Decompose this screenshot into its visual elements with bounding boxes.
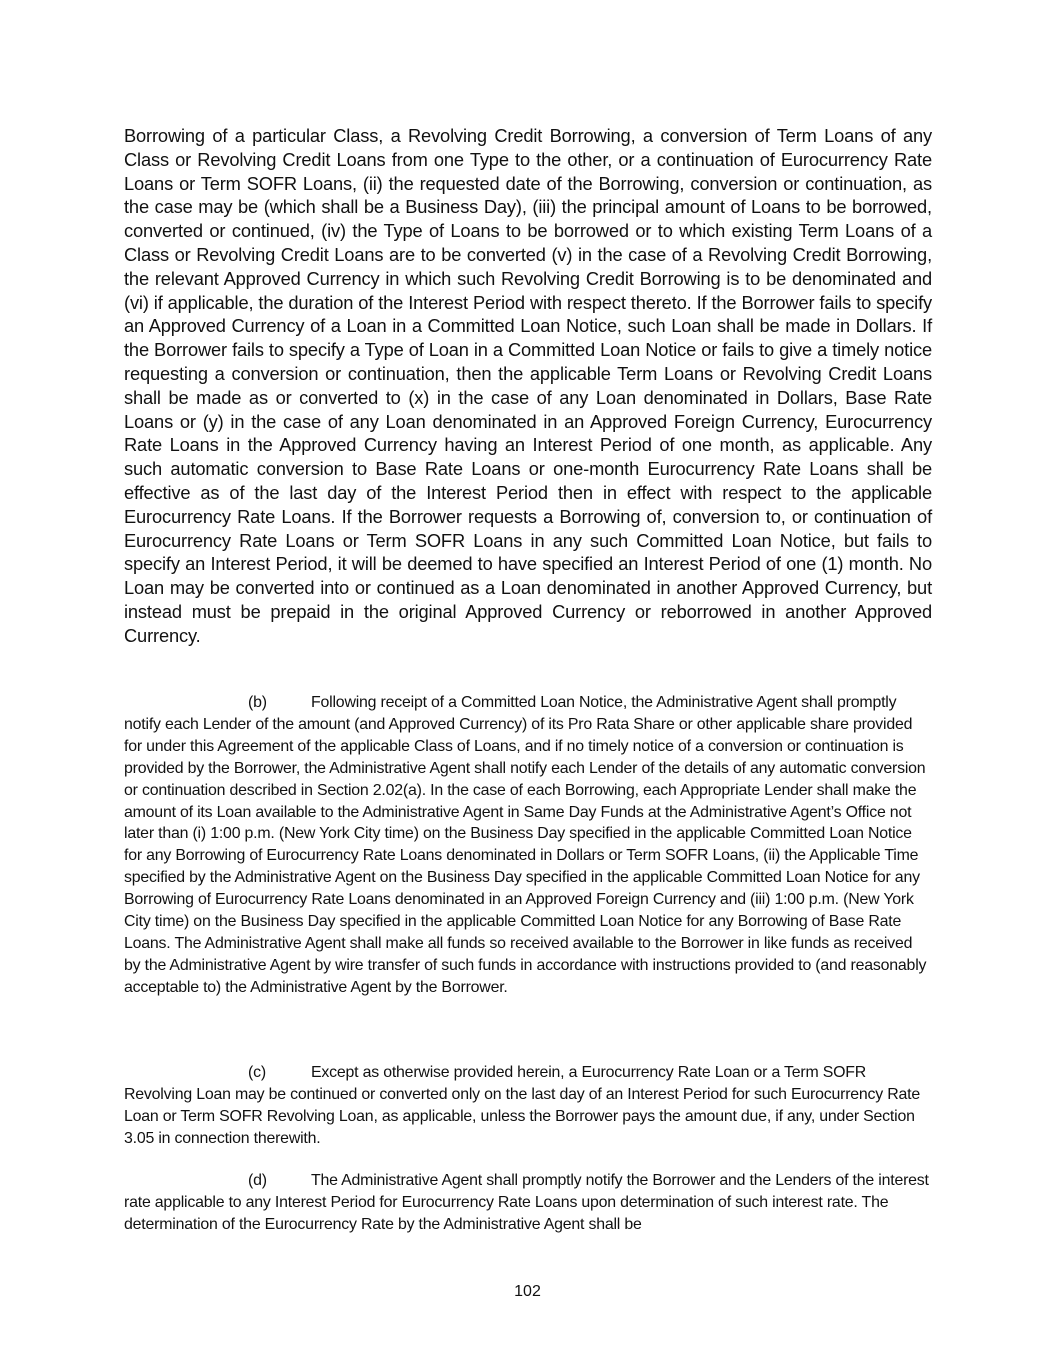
paragraph-a-continuation: Borrowing of a particular Class, a Revolving Credit Borrowing, a conversion of Term Loans of any Class or Revolving Credit Loans from one Type to the other, or a continuation of Eurocurrency Rate Loans or Term SOFR Loans, (ii) the requested date of the Borrowing, conversion or continuation, as the case may be (which shall be a Business Day), (iii) the principal amount of Loans to be borrowed, converted or continued, (iv) the Type of Loans to be borrowed or to which existing Term Loans of a Class or Revolving Credit Loans are to be converted (v) in the case of a Revolving Credit Borrowing, the relevant Approved Currency in which such Revolving Credit Borrowing is to be denominated and (vi) if applicable, the duration of the Interest Period with respect thereto. If the Borrower fails to specify an Approved Currency of a Loan in a Committed Loan Notice, such Loan shall be made in Dollars. If the Borrower fails to specify a Type of Loan in a Committed Loan Notice or fails to give a timely notice requesting a conversion or continuation, then the applicable Term Loans or Revolving Credit Loans shall be made as or converted to (x) in the case of any Loan denominated in Dollars, Base Rate Loans or (y) in the case of any Loan denominated in an Approved Foreign Currency, Eurocurrency Rate Loans in the Approved Currency having an Interest Period of one month, as applicable. Any such automatic conversion to Base Rate Loans or one-month Eurocurrency Rate Loans shall be effective as of the last day of the Interest Period then in effect with respect to the applicable Eurocurrency Rate Loans. If the Borrower requests a Borrowing of, conversion to, or continuation of Eurocurrency Rate Loans or Term SOFR Loans in any such Committed Loan Notice, but fails to specify an Interest Period, it will be deemed to have specified an Interest Period of one (1) month. No Loan may be converted into or continued as a Loan denominated in another Approved Currency, but instead must be prepaid in the original Approved Currency or reborrowed in another Approved Currency. (124, 125, 932, 646)
paragraph-b-text: Following receipt of a Committed Loan Notice, the Administrative Agent shall promptly notify each Lender of the amount (and Approved Currency) of its Pro Rata Share or other applicable share provided for under this Agreement of the applicable Class of Loans, and if no timely notice of a conversion or continuation is provided by the Borrower, the Administrative Agent shall notify each Lender of the details of any automatic conversion or continuation described in Section 2.02(a). In the case of each Borrowing, each Appropriate Lender shall make the amount of its Loan available to the Administrative Agent in Same Day Funds at the Administrative Agent’s Office not later than (i) 1:00 p.m. (New York City time) on the Business Day specified in the applicable Committed Loan Notice for any Borrowing of Eurocurrency Rate Loans denominated in Dollars or Term SOFR Loans, (ii) the Applicable Time specified by the Administrative Agent on the Business Day specified in the applicable Committed Loan Notice for any Borrowing of Eurocurrency Rate Loans denominated in an Approved Foreign Currency and (iii) 1:00 p.m. (New York City time) on the Business Day specified in the applicable Committed Loan Notice for any Borrowing of Base Rate Loans. The Administrative Agent shall make all funds so received available to the Borrower in like funds as received by the Administrative Agent by wire transfer of such funds in accordance with instructions provided to (and reasonably acceptable to) the Administrative Agent by the Borrower. (124, 694, 927, 996)
paragraph-c-marker: (c) (248, 1064, 266, 1081)
paragraph-b (124, 692, 932, 999)
paragraph-c (124, 1062, 932, 1150)
paragraph-d (124, 1170, 932, 1236)
paragraph-c-text: Except as otherwise provided herein, a Eurocurrency Rate Loan or a Term SOFR Revolving Loan may be continued or converted only on the last day of an Interest Period for such Eurocurrency Rate Loan or Term SOFR Revolving Loan, as applicable, unless the Borrower pays the amount due, if any, under Section 3.05 in connection therewith. (124, 1064, 921, 1147)
paragraph-d-text: The Administrative Agent shall promptly notify the Borrower and the Lenders of the interest rate applicable to any Interest Period for Eurocurrency Rate Loans upon determination of such interest rate. The determination of the Eurocurrency Rate by the Administrative Agent shall be (124, 1172, 929, 1233)
page-number: 102 (514, 1283, 541, 1300)
paragraph-d-marker: (d) (248, 1172, 267, 1189)
paragraph-b-marker: (b) (248, 694, 267, 711)
